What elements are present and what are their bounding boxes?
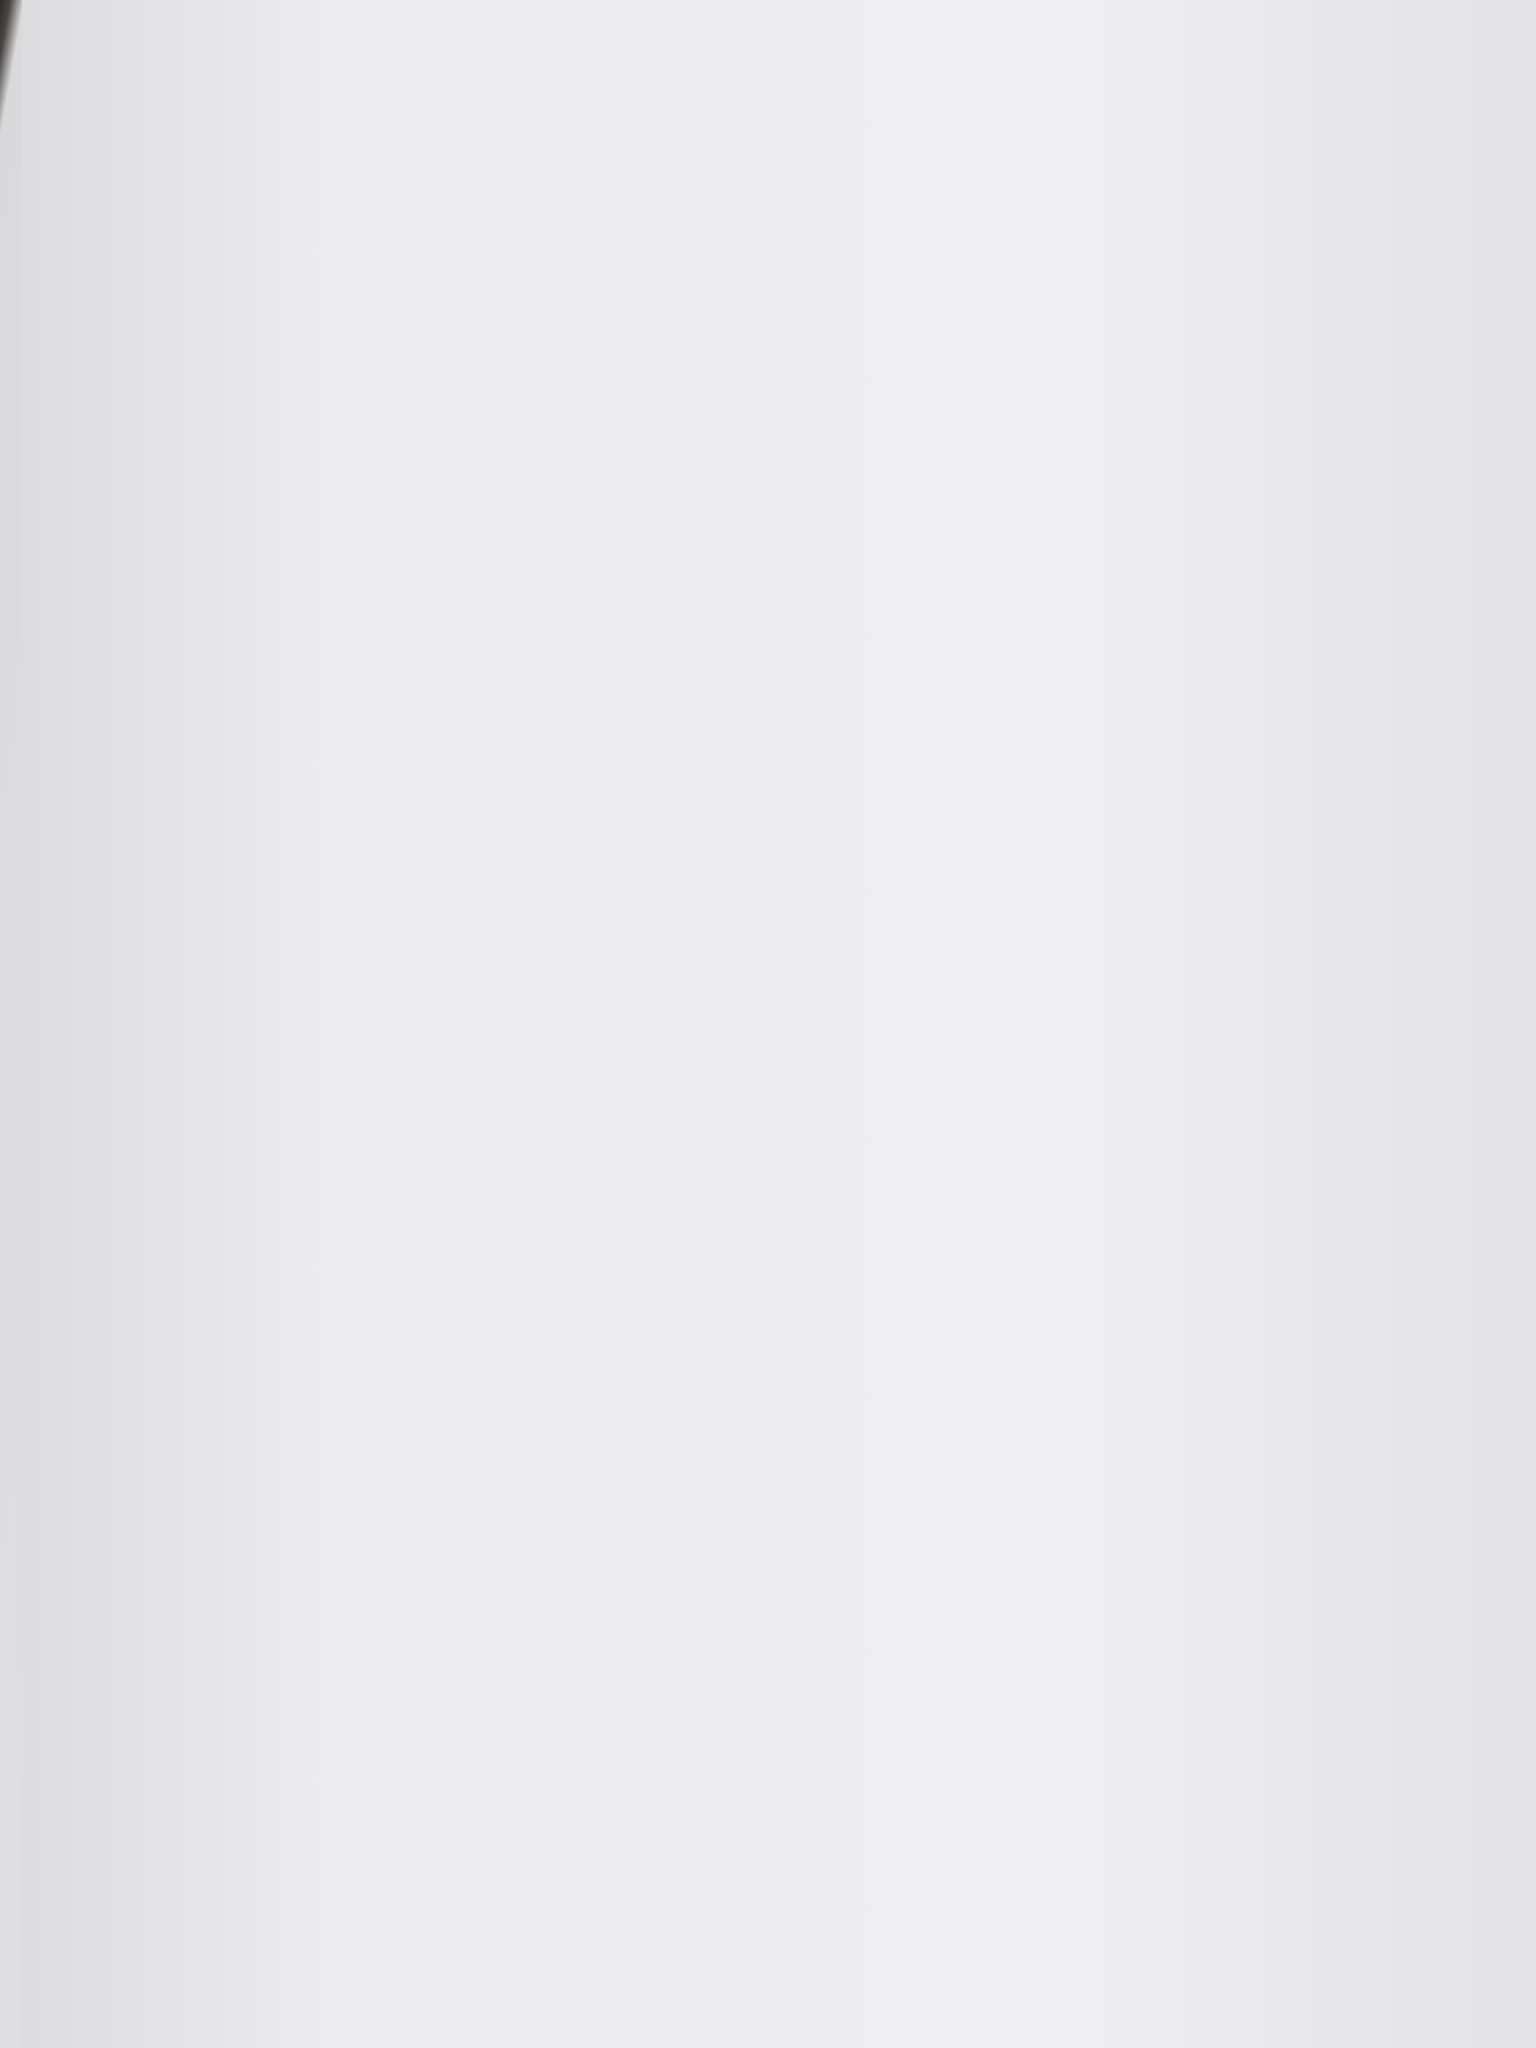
divider-line [164, 1096, 1424, 1108]
paper-sheet [22, 0, 1536, 2048]
